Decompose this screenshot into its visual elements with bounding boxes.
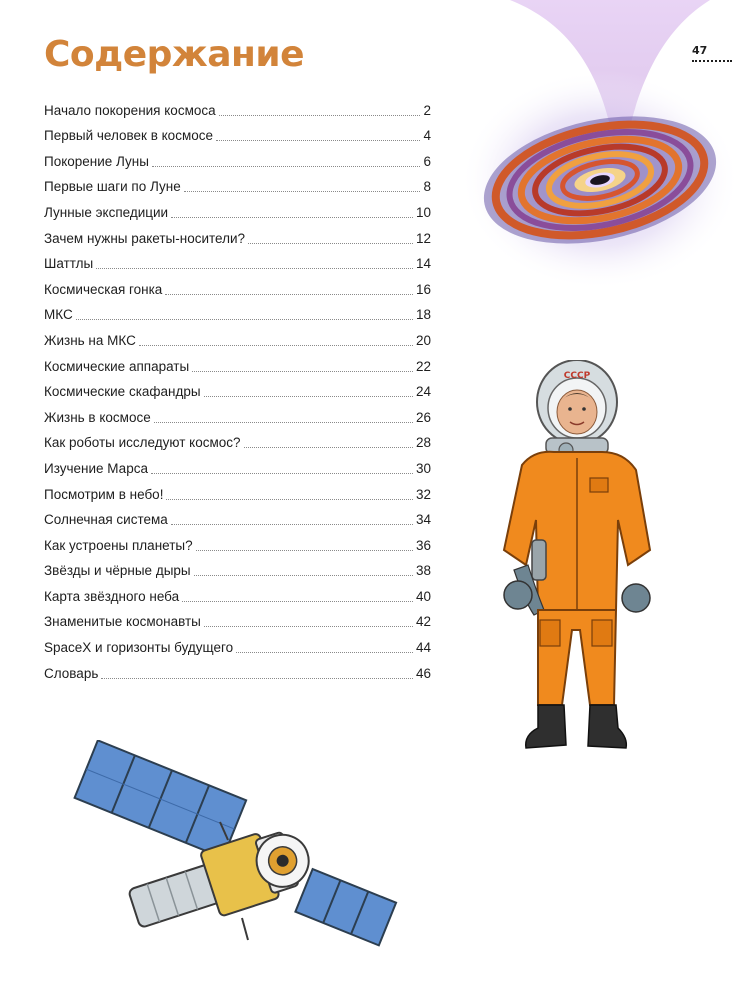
toc-entry-title: Знаменитые космонавты [44,614,201,630]
toc-entry-page: 26 [415,409,431,425]
toc-leader [204,396,413,397]
toc-entry-title: Звёзды и чёрные дыры [44,563,191,579]
toc-entry-title: Как роботы исследуют космос? [44,435,241,451]
satellite-illustration [60,740,410,965]
cosmonaut-illustration [494,360,664,765]
toc-leader [166,499,413,500]
toc-leader [139,345,413,346]
toc-entry-page: 14 [415,256,431,272]
toc-leader [216,140,420,141]
toc-entry-page: 32 [415,486,431,502]
toc-entry[interactable] [44,273,431,299]
toc-leader [151,473,413,474]
toc-entry[interactable] [44,324,431,350]
page-number: 47 [692,44,708,57]
toc-leader [248,243,413,244]
toc-entry[interactable] [44,299,431,325]
toc-entry-title: Как устроены планеты? [44,537,193,553]
toc-entry-page: 20 [415,332,431,348]
toc-entry-page: 18 [415,307,431,323]
toc-entry-page: 8 [423,179,431,195]
toc-entry[interactable] [44,350,431,376]
page-title: Содержание [44,34,305,75]
toc-entry-title: SpaceX и горизонты будущего [44,640,234,656]
toc-leader [101,678,413,679]
toc-entry-title: Шаттлы [44,256,94,272]
toc-entry-title: Лунные экспедиции [44,204,169,220]
toc-leader [194,575,413,576]
toc-entry-page: 34 [415,512,431,528]
toc-entry[interactable] [44,606,431,632]
toc-entry-page: 42 [415,614,431,630]
toc-entry[interactable] [44,580,431,606]
toc-entry-page: 6 [423,153,431,169]
toc-entry[interactable] [44,196,431,222]
toc-entry-title: Первый человек в космосе [44,128,213,144]
toc-entry-page: 36 [415,537,431,553]
toc-entry-title: Космические аппараты [44,358,190,374]
black-hole-illustration [450,0,737,330]
toc-entry-title: Космические скафандры [44,384,201,400]
toc-leader [154,422,413,423]
toc-leader [96,268,413,269]
table-of-contents [44,94,431,683]
toc-leader [219,115,421,116]
toc-leader [171,524,413,525]
toc-entry-page: 46 [415,665,431,681]
toc-entry[interactable] [44,94,431,120]
toc-entry-page: 30 [415,460,431,476]
toc-entry-page: 40 [415,588,431,604]
toc-leader [192,371,413,372]
toc-leader [182,601,413,602]
helmet-lettering: СССР [563,371,591,381]
toc-entry-page: 44 [415,640,431,656]
toc-leader [165,294,413,295]
toc-entry-title: Посмотрим в небо! [44,486,164,502]
toc-entry-title: Зачем нужны ракеты-носители? [44,230,246,246]
toc-entry-title: МКС [44,307,73,323]
toc-entry[interactable] [44,529,431,555]
toc-entry-page: 10 [415,204,431,220]
toc-entry-title: Жизнь в космосе [44,409,151,425]
toc-entry[interactable] [44,427,431,453]
toc-entry-page: 16 [415,281,431,297]
toc-entry-title: Космическая гонка [44,281,163,297]
toc-leader [244,447,413,448]
toc-entry[interactable] [44,401,431,427]
toc-leader [236,652,413,653]
toc-entry-page: 28 [415,435,431,451]
toc-entry-title: Солнечная система [44,512,168,528]
toc-entry[interactable] [44,504,431,530]
toc-leader [184,191,421,192]
toc-entry-title: Словарь [44,665,99,681]
toc-entry-title: Изучение Марса [44,460,148,476]
toc-entry[interactable] [44,171,431,197]
toc-entry-page: 22 [415,358,431,374]
toc-entry[interactable] [44,631,431,657]
toc-entry-title: Карта звёздного неба [44,588,180,604]
toc-entry[interactable] [44,145,431,171]
toc-entry-title: Первые шаги по Луне [44,179,181,195]
toc-entry[interactable] [44,478,431,504]
toc-entry-page: 2 [423,102,431,118]
toc-entry-page: 4 [423,128,431,144]
toc-entry[interactable] [44,248,431,274]
toc-entry-page: 24 [415,384,431,400]
toc-leader [171,217,413,218]
toc-leader [76,319,413,320]
toc-entry-page: 38 [415,563,431,579]
toc-leader [196,550,413,551]
toc-entry[interactable] [44,222,431,248]
toc-entry[interactable] [44,657,431,683]
toc-entry[interactable] [44,452,431,478]
toc-entry-title: Покорение Луны [44,153,149,169]
toc-entry[interactable] [44,120,431,146]
toc-leader [152,166,421,167]
toc-entry[interactable] [44,555,431,581]
toc-entry[interactable] [44,376,431,402]
toc-entry-page: 12 [415,230,431,246]
toc-entry-title: Начало покорения космоса [44,102,216,118]
toc-leader [204,626,413,627]
toc-entry-title: Жизнь на МКС [44,332,136,348]
